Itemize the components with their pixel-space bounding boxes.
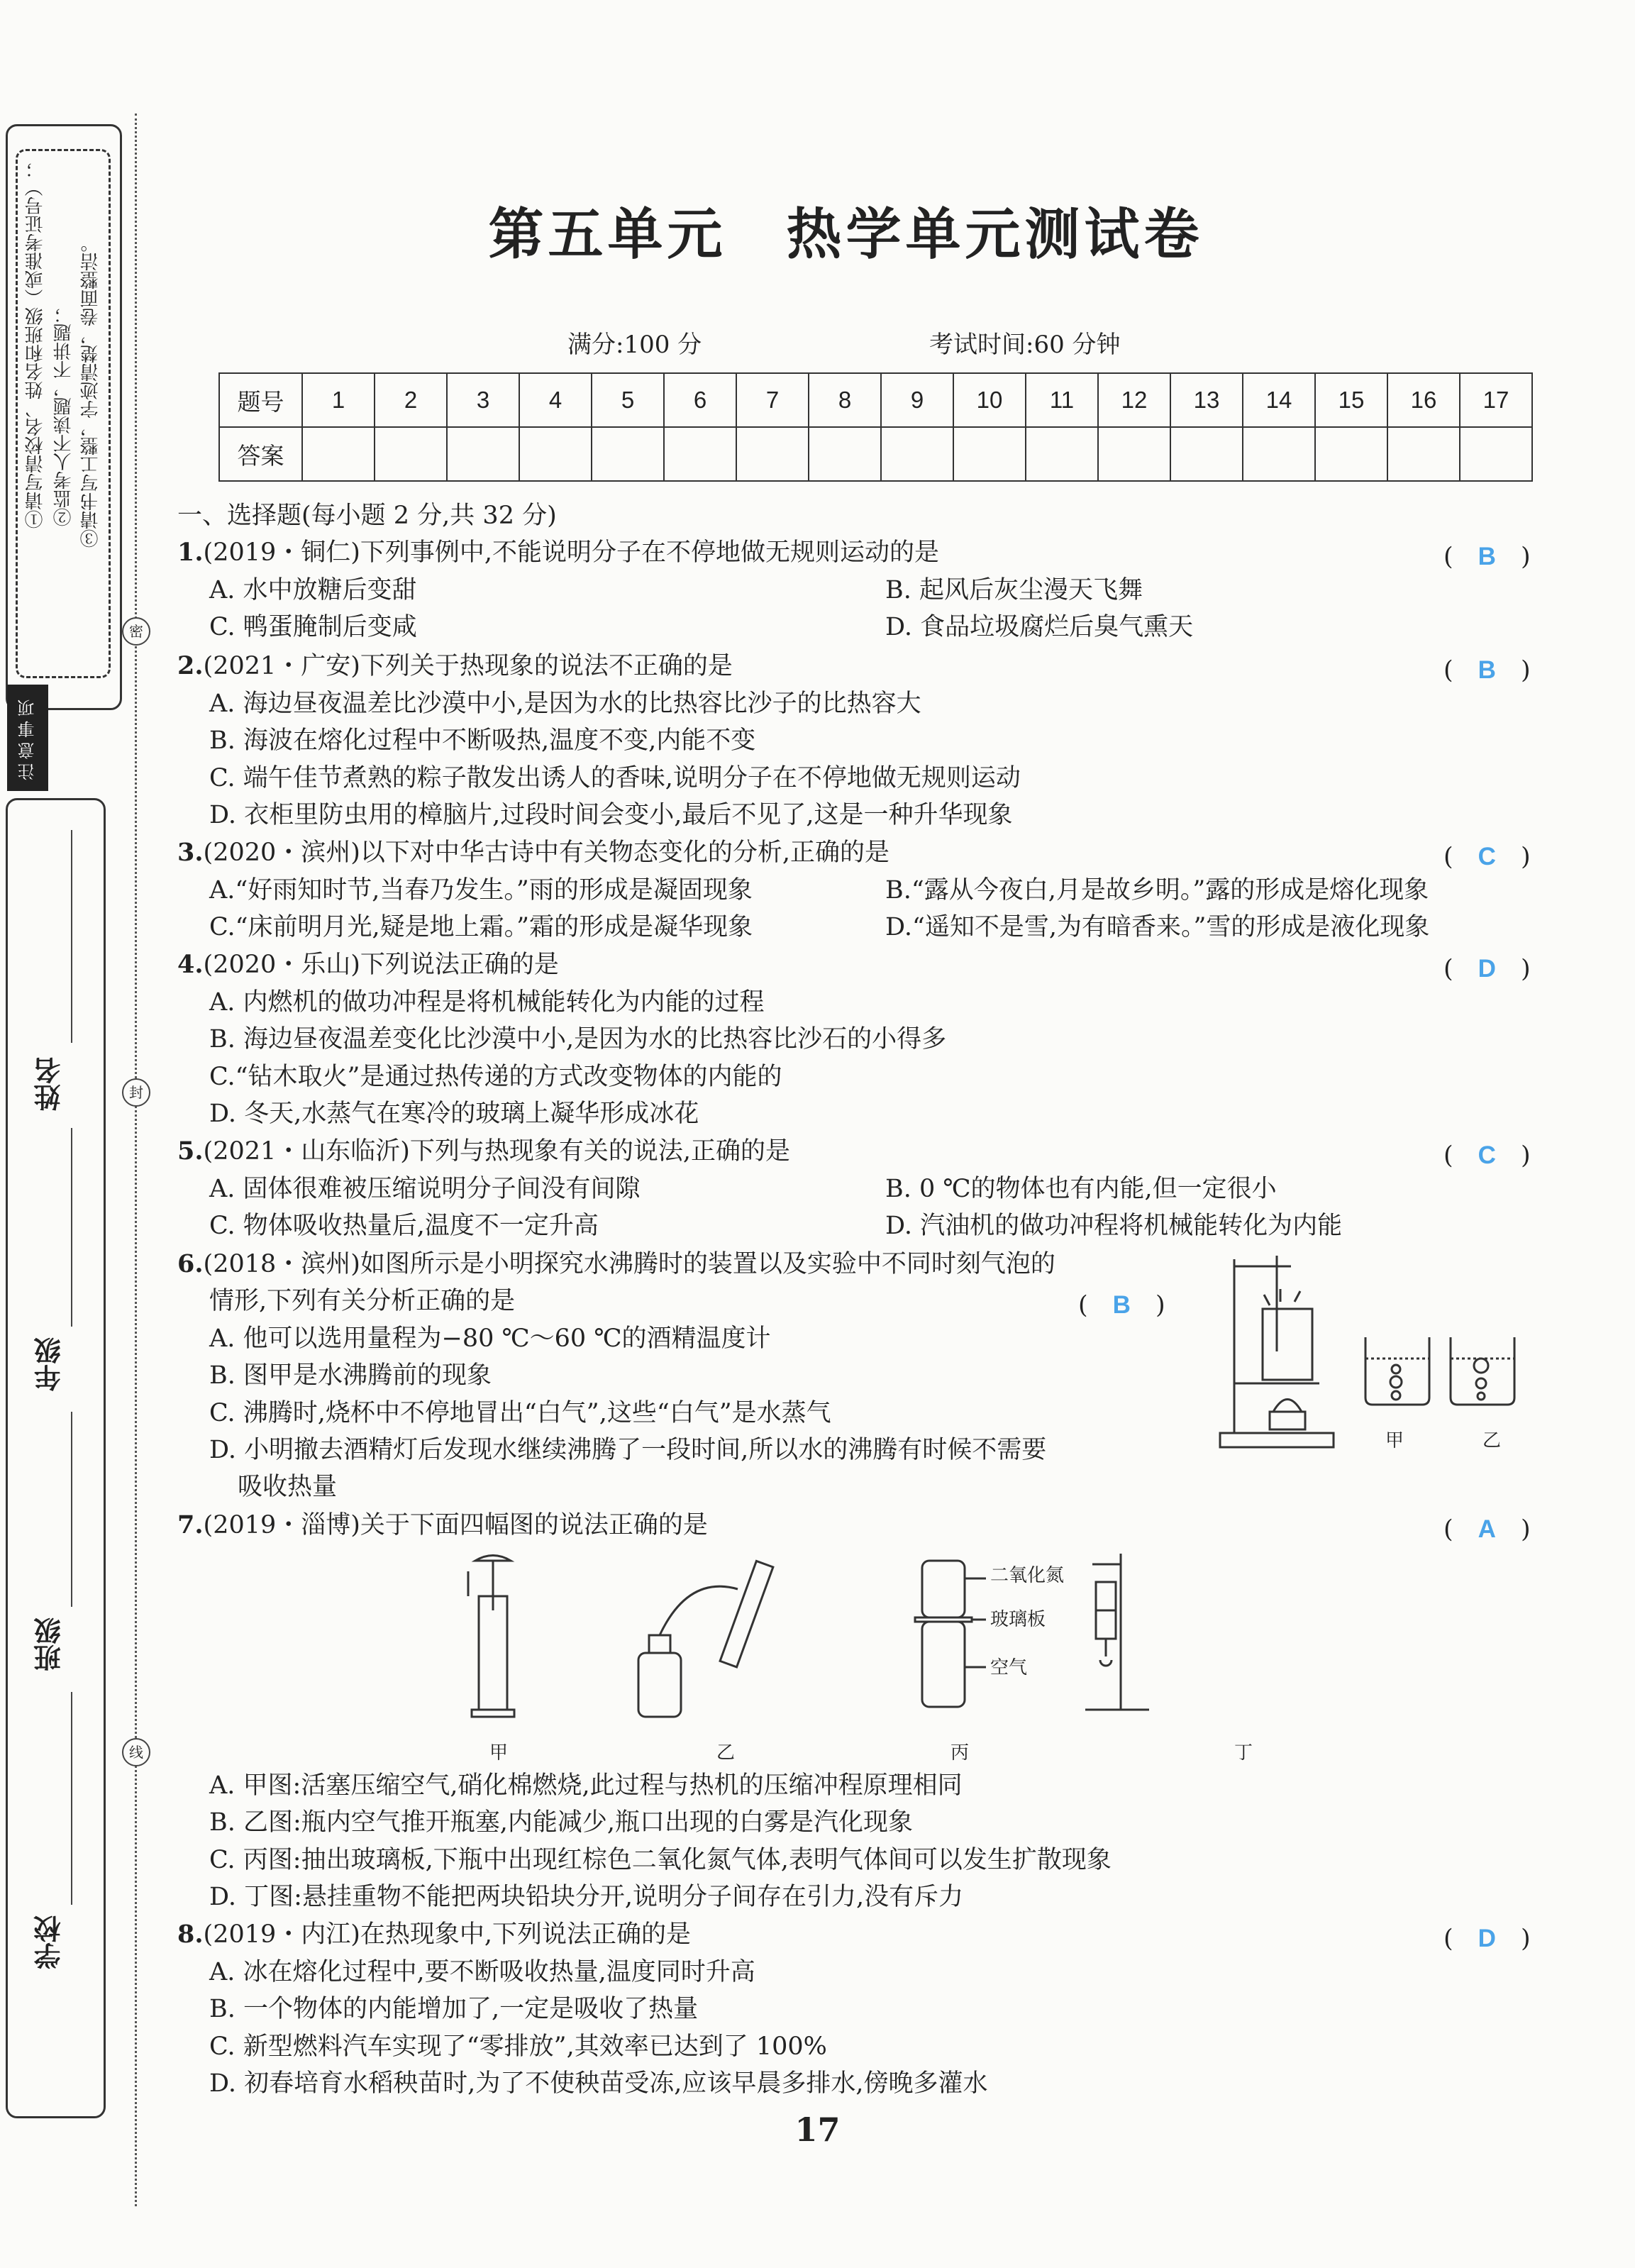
answer-cell[interactable] — [736, 427, 809, 481]
option: C.“钻木取火”是通过热传递的方式改变物体的内能的 — [209, 1063, 782, 1091]
answer-row — [219, 427, 1532, 481]
question-stem: (2018・滨州)如图所示是小明探究水沸腾时的装置以及实验中不同时刻气泡的 — [203, 1250, 1055, 1278]
qnum-cell: 5 — [592, 373, 664, 427]
option: A. 甲图:活塞压缩空气,硝化棉燃烧,此过程与热机的压缩冲程原理相同 — [209, 1771, 963, 1800]
question-1 — [177, 537, 939, 568]
cut-line — [135, 114, 137, 2206]
option: B. 乙图:瓶内空气推开瓶塞,内能减少,瓶口出现的白雾是汽化现象 — [209, 1808, 914, 1837]
bind-mark-mi: 密 — [122, 617, 150, 646]
answer-letter: D — [1478, 955, 1496, 983]
option: C. 丙图:抽出玻璃板,下瓶中出现红棕色二氧化氮气体,表明气体间可以发生扩散现象 — [209, 1846, 1112, 1874]
answer-cell[interactable] — [302, 427, 375, 481]
option: D. 丁图:悬挂重物不能把两块铅块分开,说明分子间存在引力,没有斥力 — [209, 1883, 964, 1911]
answer-cell[interactable] — [881, 427, 953, 481]
answer-letter: B — [1112, 1291, 1131, 1319]
qnum-cell: 11 — [1026, 373, 1098, 427]
option: C. 鸭蛋腌制后变咸 — [209, 613, 417, 641]
question-6 — [177, 1249, 1055, 1280]
qnum-cell: 12 — [1098, 373, 1170, 427]
qnum-cell: 14 — [1243, 373, 1315, 427]
figure-label-yi: 乙 — [1482, 1430, 1502, 1451]
qnum-cell: 13 — [1170, 373, 1243, 427]
question-2 — [177, 651, 733, 682]
notice-title: 注意事项 — [7, 685, 48, 791]
question-8 — [177, 1919, 691, 1950]
annotation-glass: 玻璃板 — [990, 1609, 1046, 1630]
answer-mark-5: ( C ) — [1443, 1141, 1531, 1170]
page-title: 第五单元 热学单元测试卷 — [488, 202, 1204, 267]
question-stem: (2020・乐山)下列说法正确的是 — [203, 951, 559, 979]
question-7 — [177, 1510, 708, 1541]
name-line[interactable] — [71, 830, 72, 1043]
grade-line[interactable] — [71, 1128, 72, 1327]
page-number: 17 — [794, 2111, 841, 2149]
option: A. 固体很难被压缩说明分子间没有间隙 — [209, 1175, 641, 1203]
figure-label-yi: 乙 — [716, 1742, 736, 1764]
question-stem: (2020・滨州)以下对中华古诗中有关物态变化的分析,正确的是 — [203, 839, 890, 867]
answer-cell[interactable] — [953, 427, 1026, 481]
notice-2: ②监考人不读题，不讲题； — [53, 305, 74, 526]
question-stem: (2021・山东临沂)下列与热现象有关的说法,正确的是 — [203, 1137, 791, 1166]
option: D. 初春培育水稻秧苗时,为了不使秧苗受冻,应该早晨多排水,傍晚多灌水 — [209, 2069, 988, 2098]
option: B.“露从今夜白,月是故乡明。”露的形成是熔化现象 — [885, 876, 1429, 905]
answer-mark-8: ( D ) — [1443, 1925, 1531, 1953]
answer-cell[interactable] — [1460, 427, 1532, 481]
qnum-cell: 4 — [519, 373, 592, 427]
answer-cell[interactable] — [1026, 427, 1098, 481]
answer-cell[interactable] — [592, 427, 664, 481]
full-score: 满分:100 分 — [567, 331, 702, 359]
answer-mark-6: ( B ) — [1078, 1291, 1165, 1320]
notice-1: ①请写清校名、姓名和班级（或准考证号）； — [25, 160, 46, 529]
option: A. 水中放糖后变甜 — [209, 576, 417, 604]
figure-label-jia: 甲 — [1385, 1430, 1404, 1451]
exam-time: 考试时间:60 分钟 — [929, 331, 1121, 359]
answer-cell[interactable] — [1315, 427, 1387, 481]
class-line[interactable] — [71, 1412, 72, 1607]
answer-mark-3: ( C ) — [1443, 843, 1531, 871]
option: B. 海边昼夜温差变化比沙漠中小,是因为水的比热容比沙石的小得多 — [209, 1025, 947, 1053]
option: A. 他可以选用量程为−80 ℃～60 ℃的酒精温度计 — [209, 1324, 771, 1353]
option: A. 内燃机的做功冲程是将机械能转化为内能的过程 — [209, 988, 765, 1017]
qnum-cell: 17 — [1460, 373, 1532, 427]
grade-label: 年级 — [33, 1337, 65, 1391]
option: B. 起风后灰尘漫天飞舞 — [885, 576, 1143, 604]
question-number: 6. — [177, 1249, 204, 1278]
option: B. 图甲是水沸腾前的现象 — [209, 1361, 492, 1390]
answer-cell[interactable] — [447, 427, 519, 481]
qnum-cell: 2 — [375, 373, 447, 427]
bind-mark-feng: 封 — [122, 1078, 150, 1107]
option: D. 冬天,水蒸气在寒冷的玻璃上凝华形成冰花 — [209, 1100, 699, 1128]
qnum-cell: 9 — [881, 373, 953, 427]
option: D. 衣柜里防虫用的樟脑片,过段时间会变小,最后不见了,这是一种升华现象 — [209, 801, 1013, 829]
class-label: 班级 — [33, 1617, 65, 1671]
answer-letter: A — [1478, 1515, 1496, 1543]
name-label: 姓名 — [33, 1057, 65, 1111]
option: D.“遥知不是雪,为有暗香来。”雪的形成是液化现象 — [885, 913, 1430, 941]
question-5 — [177, 1136, 790, 1167]
qnum-cell: 10 — [953, 373, 1026, 427]
question-stem: (2019・内江)在热现象中,下列说法正确的是 — [203, 1920, 692, 1949]
school-label: 学校 — [33, 1915, 65, 1969]
answer-mark-1: ( B ) — [1443, 543, 1531, 571]
answer-cell[interactable] — [375, 427, 447, 481]
question-number: 3. — [177, 838, 204, 867]
answer-letter: C — [1478, 843, 1496, 870]
answer-cell[interactable] — [1387, 427, 1460, 481]
question-number-row — [219, 373, 1532, 427]
school-line[interactable] — [71, 1692, 72, 1905]
row-label-number: 题号 — [219, 373, 302, 427]
qnum-cell: 1 — [302, 373, 375, 427]
section-heading: 一、选择题(每小题 2 分,共 32 分) — [177, 502, 557, 530]
option: D. 汽油机的做功冲程将机械能转化为内能 — [885, 1212, 1343, 1240]
figure-label-ding: 丁 — [1234, 1742, 1253, 1764]
qnum-cell: 3 — [447, 373, 519, 427]
answer-mark-7: ( A ) — [1443, 1515, 1531, 1544]
answer-cell[interactable] — [519, 427, 592, 481]
answer-letter: C — [1478, 1141, 1496, 1169]
option: A. 冰在熔化过程中,要不断吸收热量,温度同时升高 — [209, 1958, 755, 1986]
question-stem: (2019・淄博)关于下面四幅图的说法正确的是 — [203, 1511, 708, 1539]
option: C.“床前明月光,疑是地上霜。”霜的形成是凝华现象 — [209, 913, 753, 941]
answer-letter: D — [1478, 1925, 1496, 1952]
four-figures — [454, 1547, 1291, 1738]
question-stem: (2019・铜仁)下列事例中,不能说明分子在不停地做无规则运动的是 — [203, 538, 940, 567]
answer-mark-4: ( D ) — [1443, 955, 1531, 983]
answer-table — [218, 372, 1533, 482]
answer-letter: B — [1478, 656, 1496, 684]
answer-cell[interactable] — [1170, 427, 1243, 481]
option: C. 端午佳节煮熟的粽子散发出诱人的香味,说明分子在不停地做无规则运动 — [209, 764, 1021, 792]
question-stem: (2021・广安)下列关于热现象的说法不正确的是 — [203, 652, 733, 680]
row-label-answer: 答案 — [219, 427, 302, 481]
option: D. 小明撤去酒精灯后发现水继续沸腾了一段时间,所以水的沸腾有时候不需要 — [209, 1436, 1047, 1464]
answer-letter: B — [1478, 543, 1496, 570]
figure-label-bing: 丙 — [950, 1742, 970, 1764]
answer-cell[interactable] — [809, 427, 881, 481]
question-3 — [177, 837, 889, 868]
answer-cell[interactable] — [1243, 427, 1315, 481]
question-stem-cont: 情形,下列有关分析正确的是 — [209, 1287, 516, 1315]
option: C. 沸腾时,烧杯中不停地冒出“白气”,这些“白气”是水蒸气 — [209, 1399, 831, 1427]
option: D. 食品垃圾腐烂后臭气熏天 — [885, 613, 1194, 641]
qnum-cell: 16 — [1387, 373, 1460, 427]
qnum-cell: 7 — [736, 373, 809, 427]
option-cont: 吸收热量 — [238, 1473, 338, 1501]
qnum-cell: 6 — [664, 373, 736, 427]
figure-label-jia: 甲 — [489, 1742, 509, 1764]
answer-cell[interactable] — [664, 427, 736, 481]
annotation-air: 空气 — [990, 1657, 1028, 1678]
option: B. 海波在熔化过程中不断吸热,温度不变,内能不变 — [209, 726, 756, 755]
option: A.“好雨知时节,当春乃发生。”雨的形成是凝固现象 — [209, 876, 753, 905]
boiling-apparatus-figure — [1206, 1245, 1525, 1458]
qnum-cell: 15 — [1315, 373, 1387, 427]
question-number: 5. — [177, 1136, 204, 1166]
question-number: 2. — [177, 651, 204, 680]
answer-mark-2: ( B ) — [1443, 656, 1531, 685]
option: C. 新型燃料汽车实现了“零排放”,其效率已达到了 100% — [209, 2032, 827, 2061]
bind-mark-xian: 线 — [122, 1738, 150, 1766]
question-number: 1. — [177, 538, 204, 567]
question-4 — [177, 949, 559, 980]
question-number: 4. — [177, 950, 204, 979]
notice-3: ③请书写工整，字迹清楚，卷面整洁。 — [80, 234, 101, 548]
option: C. 物体吸收热量后,温度不一定升高 — [209, 1212, 599, 1240]
annotation-no2: 二氧化氮 — [990, 1565, 1065, 1586]
question-number: 7. — [177, 1510, 204, 1539]
option: B. 0 ℃的物体也有内能,但一定很小 — [885, 1175, 1277, 1203]
option: A. 海边昼夜温差比沙漠中小,是因为水的比热容比沙子的比热容大 — [209, 690, 921, 718]
qnum-cell: 8 — [809, 373, 881, 427]
answer-cell[interactable] — [1098, 427, 1170, 481]
option: B. 一个物体的内能增加了,一定是吸收了热量 — [209, 1995, 699, 2023]
question-number: 8. — [177, 1920, 204, 1949]
